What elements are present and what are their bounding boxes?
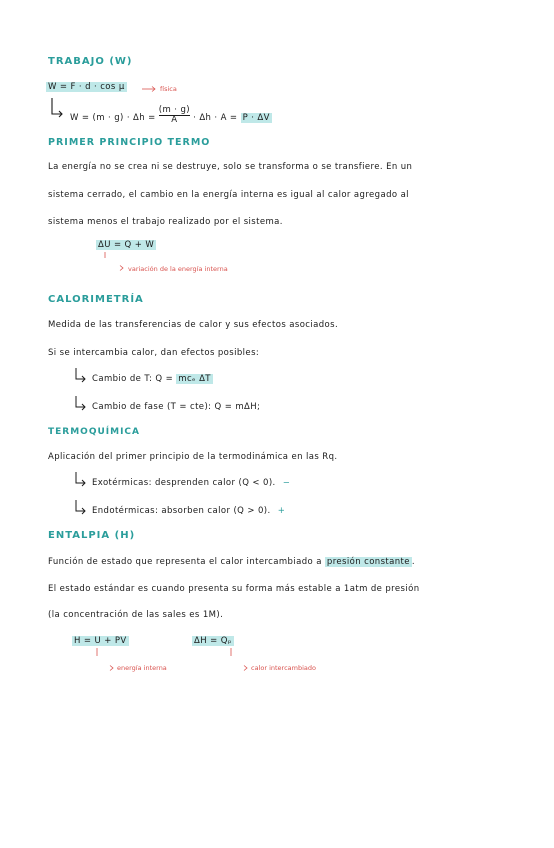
plus-sign: + (277, 506, 286, 516)
formula-expansion-rest: · Δh · A = (193, 113, 241, 123)
corner-arrow-icon (50, 98, 64, 118)
item-temperature-text: Cambio de T: Q = (92, 374, 177, 384)
formula-expansion-result: P · ΔV (242, 113, 270, 123)
entalpia-line-1 (48, 557, 415, 567)
minus-sign: − (282, 478, 291, 488)
entalpia-line-2: El estado estándar es cuando presenta su forma más estable a 1atm de presión (48, 584, 420, 594)
corner-arrow-icon (74, 396, 88, 412)
calorimetria-item-temperature (92, 374, 213, 384)
corner-arrow-icon (96, 648, 116, 672)
formula-first-law (96, 240, 156, 250)
item-endothermic-text: Endotérmicas: absorben calor (Q > 0). (92, 506, 271, 516)
primer-principio-line-3: sistema menos el trabajo realizado por el sistema. (48, 217, 283, 227)
arrow-right-icon (142, 86, 158, 92)
formula-heat-temperature: mcₑ ΔT (178, 374, 211, 384)
termoquimica-line-1: Aplicación del primer principio de la termodinámica en las Rq. (48, 452, 338, 462)
formula-fraction (159, 106, 190, 125)
primer-principio-line-2: sistema cerrado, el cambio en la energía interna es igual al calor agregado al (48, 190, 409, 200)
formula-enthalpy-highlight: H = U + PV (74, 636, 127, 646)
formula-first-law-highlight: ΔU = Q + W (98, 240, 155, 250)
fraction-numerator: (m · g) (158, 105, 190, 115)
note-internal-energy: variación de la energía interna (128, 265, 228, 273)
termoquimica-item-endothermic (92, 506, 285, 516)
heading-entalpia: ENTALPIA (H) (48, 530, 136, 541)
item-exothermic-text: Exotérmicas: desprenden calor (Q < 0). (92, 478, 276, 488)
note-heat-exchanged: calor intercambiado (251, 664, 316, 672)
corner-arrow-icon (74, 472, 88, 488)
calorimetria-item-phase: Cambio de fase (T = cte): Q = mΔH; (92, 402, 261, 412)
entalpia-line-1-end: . (411, 557, 416, 567)
formula-work-definition (46, 82, 127, 92)
entalpia-line-1-start: Función de estado que representa el calor intercambiado a (48, 557, 325, 567)
formula-enthalpy (72, 636, 129, 646)
corner-arrow-icon (74, 368, 88, 384)
highlight-constant-pressure: presión constante (326, 557, 410, 567)
note-internal-energy-h: energía interna (117, 664, 167, 672)
heading-trabajo: TRABAJO (W) (48, 56, 133, 67)
calorimetria-line-1: Medida de las transferencias de calor y sus efectos asociados. (48, 320, 339, 330)
entalpia-line-3: (la concentración de las sales es 1M). (48, 610, 224, 620)
formula-delta-h (192, 636, 234, 646)
termoquimica-item-exothermic (92, 478, 290, 488)
formula-work-highlight: W = F · d · cos μ (48, 82, 125, 92)
calorimetria-line-2: Si se intercambia calor, dan efectos posibles: (48, 348, 260, 358)
heading-primer-principio: PRIMER PRINCIPIO TERMO (48, 137, 211, 148)
heading-calorimetria: CALORIMETRÍA (48, 294, 144, 305)
corner-arrow-icon (230, 648, 250, 672)
formula-work-expansion (70, 105, 272, 125)
heading-termoquimica: TERMOQUÍMICA (48, 427, 141, 437)
corner-arrow-icon (74, 500, 88, 516)
formula-expansion-main: W = (m · g) · Δh = (70, 113, 159, 123)
formula-delta-h-highlight: ΔH = Qₚ (194, 636, 232, 646)
fraction-denominator: A (171, 115, 178, 125)
corner-arrow-icon (104, 252, 126, 272)
note-fisica: física (160, 85, 177, 93)
primer-principio-line-1: La energía no se crea ni se destruye, solo se transforma o se transfiere. En un (48, 162, 413, 172)
